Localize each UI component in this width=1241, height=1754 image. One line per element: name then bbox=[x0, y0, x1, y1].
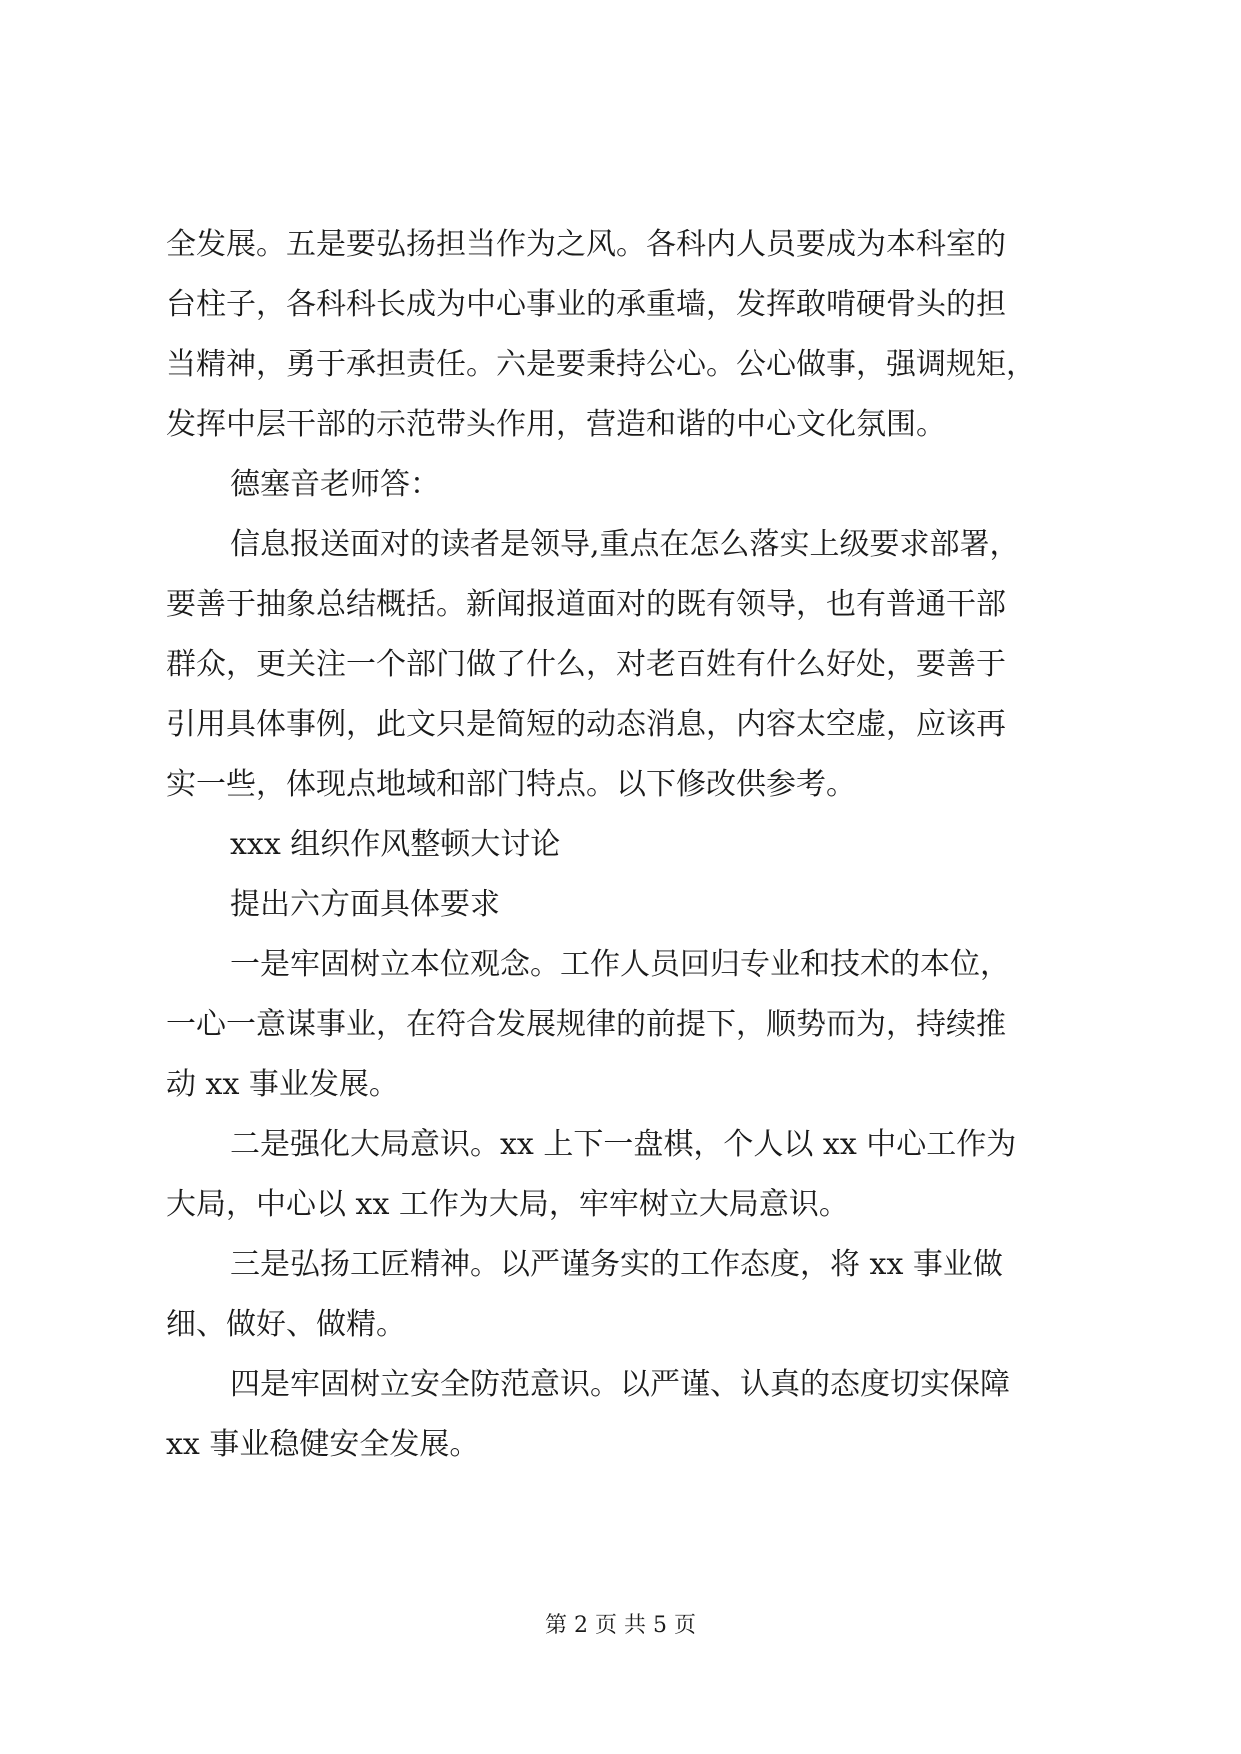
text-line: 发挥中层干部的示范带头作用，营造和谐的中心文化氛围。 bbox=[166, 407, 946, 442]
text-line: 二是强化大局意识。xx 上下一盘棋，个人以 xx 中心工作为 bbox=[230, 1127, 1017, 1162]
text-line: 全发展。五是要弘扬担当作为之风。各科内人员要成为本科室的 bbox=[166, 227, 1006, 262]
text-line: 四是牢固树立安全防范意识。以严谨、认真的态度切实保障 bbox=[230, 1367, 1010, 1402]
text-line: 台柱子，各科科长成为中心事业的承重墙，发挥敢啃硬骨头的担 bbox=[166, 287, 1006, 322]
text-line: 实一些，体现点地域和部门特点。以下修改供参考。 bbox=[166, 767, 856, 802]
text-line: 当精神，勇于承担责任。六是要秉持公心。公心做事，强调规矩， bbox=[166, 347, 1036, 382]
text-line: xx 事业稳健安全发展。 bbox=[166, 1427, 480, 1462]
article-title: xxx 组织作风整顿大讨论 bbox=[230, 827, 561, 862]
text-line: 一心一意谋事业，在符合发展规律的前提下，顺势而为，持续推 bbox=[166, 1007, 1006, 1042]
text-line: 动 xx 事业发展。 bbox=[166, 1067, 399, 1102]
text-line: 要善于抽象总结概括。新闻报道面对的既有领导，也有普通干部 bbox=[166, 587, 1006, 622]
text-line: 大局，中心以 xx 工作为大局，牢牢树立大局意识。 bbox=[166, 1187, 849, 1222]
document-body bbox=[166, 227, 1086, 1490]
article-subtitle: 提出六方面具体要求 bbox=[230, 887, 500, 922]
text-line: 信息报送面对的读者是领导,重点在怎么落实上级要求部署， bbox=[230, 527, 1020, 562]
text-line: 一是牢固树立本位观念。工作人员回归专业和技术的本位， bbox=[230, 947, 1010, 982]
text-line: 三是弘扬工匠精神。以严谨务实的工作态度，将 xx 事业做 bbox=[230, 1247, 1003, 1282]
page-number-footer: 第 2 页 共 5 页 bbox=[545, 1613, 696, 1638]
speaker-heading: 德塞音老师答： bbox=[230, 467, 440, 502]
text-line: 引用具体事例，此文只是简短的动态消息，内容太空虚，应该再 bbox=[166, 707, 1006, 742]
text-line: 群众，更关注一个部门做了什么，对老百姓有什么好处，要善于 bbox=[166, 647, 1006, 682]
text-line: 细、做好、做精。 bbox=[166, 1307, 406, 1342]
